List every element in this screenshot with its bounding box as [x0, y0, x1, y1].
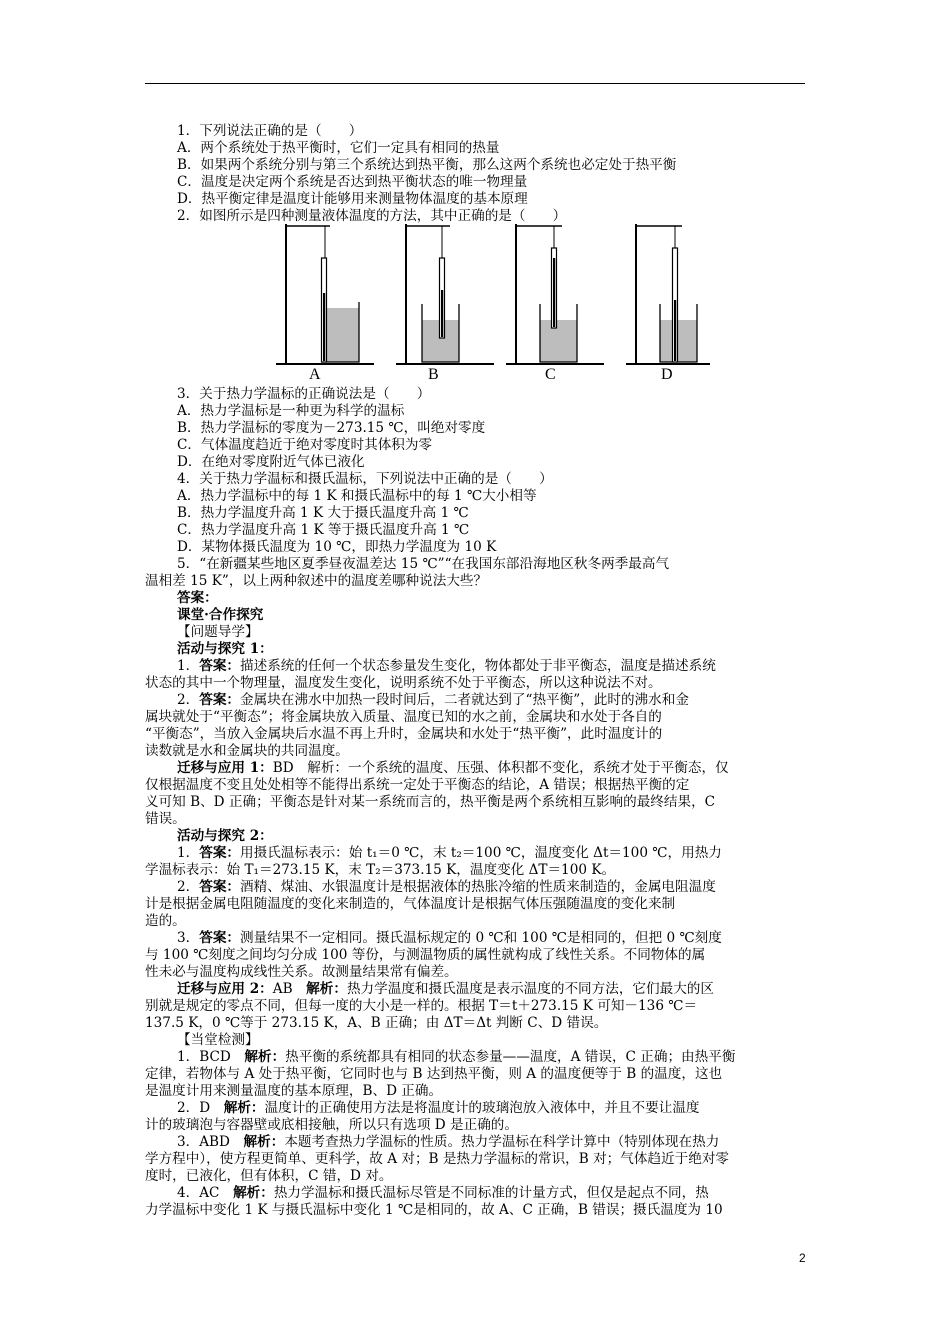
a2-3-line-2: 与 100 ℃刻度之间均匀分成 100 等份，与测温物质的属性就构成了线性关系。不同物体的属	[145, 947, 706, 963]
figure-label-b: B	[428, 366, 439, 383]
a2-1-line-1: 1．答案：用摄氏温标表示：始 t₁＝0 ℃，末 t₂＝100 ℃，温度变化 Δt＝100 ℃，用热力	[177, 845, 722, 861]
a2-3-line-1: 3．答案：测量结果不一定相同。摄氏温标规定的 0 ℃和 100 ℃是相同的，但把 0 ℃刻度	[177, 930, 722, 946]
q4-option-d: D．某物体摄氏温度为 10 ℃，即热力学温度为 10 K	[177, 539, 497, 555]
activity-1-heading	[177, 641, 273, 658]
a2-2-line-1: 2．答案：酒精、煤油、水银温度计是根据液体的热胀冷缩的性质来制造的，金属电阻温度	[177, 879, 716, 895]
transfer-1-line-3: 义可知 B、D 正确；平衡态是针对某一系统而言的，热平衡是两个系统相互影响的最终结果，C	[145, 794, 716, 810]
a2-2-line-2: 计是根据金属电阻随温度的变化来制造的，气体温度计是根据气体压强随温度的变化来制	[145, 896, 676, 912]
q4-option-c: C．热力学温度升高 1 K 等于摄氏温度升高 1 ℃	[177, 522, 470, 538]
transfer-1-line-1: 迁移与应用 1：BD 解析：一个系统的温度、压强、体积都不变化，系统才处于平衡态，仅	[177, 760, 729, 776]
header-rule	[145, 83, 805, 84]
figure-label-c: C	[545, 366, 556, 383]
a1-1-line-1: 1．答案：描述系统的任何一个状态参量发生变化，物体都处于非平衡态，温度是描述系统	[177, 658, 716, 674]
q3-option-b: B．热力学温标的零度为－273.15 ℃，叫绝对零度	[177, 420, 486, 436]
a2-1-line-2: 学温标表示：始 T₁＝273.15 K，末 T₂＝373.15 K，温度变化 ΔT＝100 K。	[145, 862, 616, 878]
figure-label-d: D	[661, 366, 673, 383]
q1-option-d: D．热平衡定律是温度计能够用来测量物体温度的基本原理	[177, 191, 528, 207]
q1-stem: 1．下列说法正确的是（ ）	[177, 123, 363, 139]
q3-option-d: D．在绝对零度附近气体已液化	[177, 454, 365, 470]
c2-line-2: 计的玻璃泡与容器壁或底相接触，所以只有选项 D 是正确的。	[145, 1117, 518, 1133]
c1-line-2: 定律，若物体与 A 处于热平衡，它同时也与 B 达到热平衡，则 A 的温度便等于 B 的温度，这也	[145, 1066, 723, 1082]
q3-option-c: C．气体温度趋近于绝对零度时其体积为零	[177, 437, 433, 453]
setup-a	[276, 224, 374, 364]
c3-line-2: 学方程中），使方程更简单、更科学，故 A 对；B 是热力学温标的常识，B 对；气体趋近于绝对零	[145, 1151, 730, 1167]
c2-line-1: 2．D 解析：温度计的正确使用方法是将温度计的玻璃泡放入液体中，并且不要让温度	[177, 1100, 700, 1116]
check-title: 【当堂检测】	[177, 1032, 259, 1048]
transfer-2-line-3: 137.5 K，0 ℃等于 273.15 K，A、B 正确；由 ΔT＝Δt 判断 C、D 错误。	[145, 1015, 608, 1031]
a1-2-line-1: 2．答案：金属块在沸水中加热一段时间后，二者就达到了“热平衡”，此时的沸水和金	[177, 692, 689, 708]
activity-2-label: 活动与探究 2：	[177, 828, 273, 844]
c1-line-3: 是温度计用来测量温度的基本原理，B、D 正确。	[145, 1083, 443, 1099]
transfer-1-line-2: 仅根据温度不变且处处相等不能得出系统一定处于平衡态的结论，A 错误；根据热平衡的定	[145, 777, 690, 793]
q1-option-a: A．两个系统处于热平衡时，它们一定具有相同的热量	[177, 140, 500, 156]
setup-c	[506, 224, 604, 364]
activity-1-label: 活动与探究 1：	[177, 641, 273, 657]
c1-line-1: 1．BCD 解析：热平衡的系统都具有相同的状态参量——温度，A 错误，C 正确；由热平衡	[177, 1049, 736, 1065]
transfer-1-line-4: 错误。	[145, 811, 186, 827]
q4-stem: 4．关于热力学温标和摄氏温标，下列说法中正确的是（ ）	[177, 471, 553, 487]
transfer-2-line-2: 别就是规定的零点不同，但每一度的大小是一样的。根据 T＝t＋273.15 K 可知－136 ℃＝	[145, 998, 698, 1014]
setup-b	[396, 224, 494, 364]
q4-option-b: B．热力学温度升高 1 K 大于摄氏温度升高 1 ℃	[177, 505, 469, 521]
a1-1-line-2: 状态的其中一个物理量，温度发生变化，说明系统不处于平衡态，所以这种说法不对。	[145, 675, 662, 691]
c4-line-2: 力学温标中变化 1 K 与摄氏温标中变化 1 ℃是相同的，故 A、C 正确，B 错误；摄氏温度为 10	[145, 1202, 723, 1218]
q1-option-c: C．温度是决定两个系统是否达到热平衡状态的唯一物理量	[177, 174, 528, 190]
c3-line-1: 3．ABD 解析：本题考查热力学温标的性质。热力学温标在科学计算中（特别体现在热力	[177, 1134, 720, 1150]
q2-stem: 2．如图所示是四种测量液体温度的方法，其中正确的是（ ）	[177, 208, 567, 224]
q5-answer-label: 答案：	[177, 590, 218, 606]
q5-line-2: 温相差 15 K”，以上两种叙述中的温度差哪种说法大些？	[145, 573, 488, 589]
q3-option-a: A．热力学温标是一种更为科学的温标	[177, 403, 405, 419]
a2-2-line-3: 造的。	[145, 913, 186, 929]
a1-2-line-2: 属块就处于“平衡态”；将金属块放入质量、温度已知的水之前，金属块和水处于各自的	[145, 709, 662, 725]
q5-line-1: 5．“在新疆某些地区夏季昼夜温差达 15 ℃”“在我国东部沿海地区秋冬两季最高气	[177, 556, 670, 572]
q3-stem: 3．关于热力学温标的正确说法是（ ）	[177, 386, 431, 402]
q1-option-b: B．如果两个系统分别与第三个系统达到热平衡，那么这两个系统也必定处于热平衡	[177, 157, 677, 173]
section-guide: 【问题导学】	[177, 624, 259, 640]
thermometer-figure	[270, 218, 710, 390]
q4-option-a: A．热力学温标中的每 1 K 和摄氏温标中的每 1 ℃大小相等	[177, 488, 537, 504]
thermometer-diagram	[270, 218, 710, 368]
c3-line-3: 度时，已液化，但有体积，C 错，D 对。	[145, 1168, 393, 1184]
a1-2-line-4: 读数就是水和金属块的共同温度。	[145, 743, 349, 759]
page-number: 2	[799, 1251, 806, 1265]
section-title: 课堂·合作探究	[177, 607, 264, 623]
a2-3-line-3: 性未必与温度构成线性关系。故测量结果常有偏差。	[145, 964, 458, 980]
figure-label-a: A	[309, 366, 321, 383]
setup-d	[626, 224, 710, 364]
c4-line-1: 4．AC 解析：热力学温标和摄氏温标尽管是不同标准的计量方式，但仅是起点不同，热	[177, 1185, 709, 1201]
transfer-2-line-1: 迁移与应用 2：AB 解析：热力学温度和摄氏温度是表示温度的不同方法，它们最大的区	[177, 981, 714, 997]
a1-2-line-3: “平衡态”，当放入金属块后水温不再上升时，金属块和水处于“热平衡”，此时温度计的	[145, 726, 663, 742]
